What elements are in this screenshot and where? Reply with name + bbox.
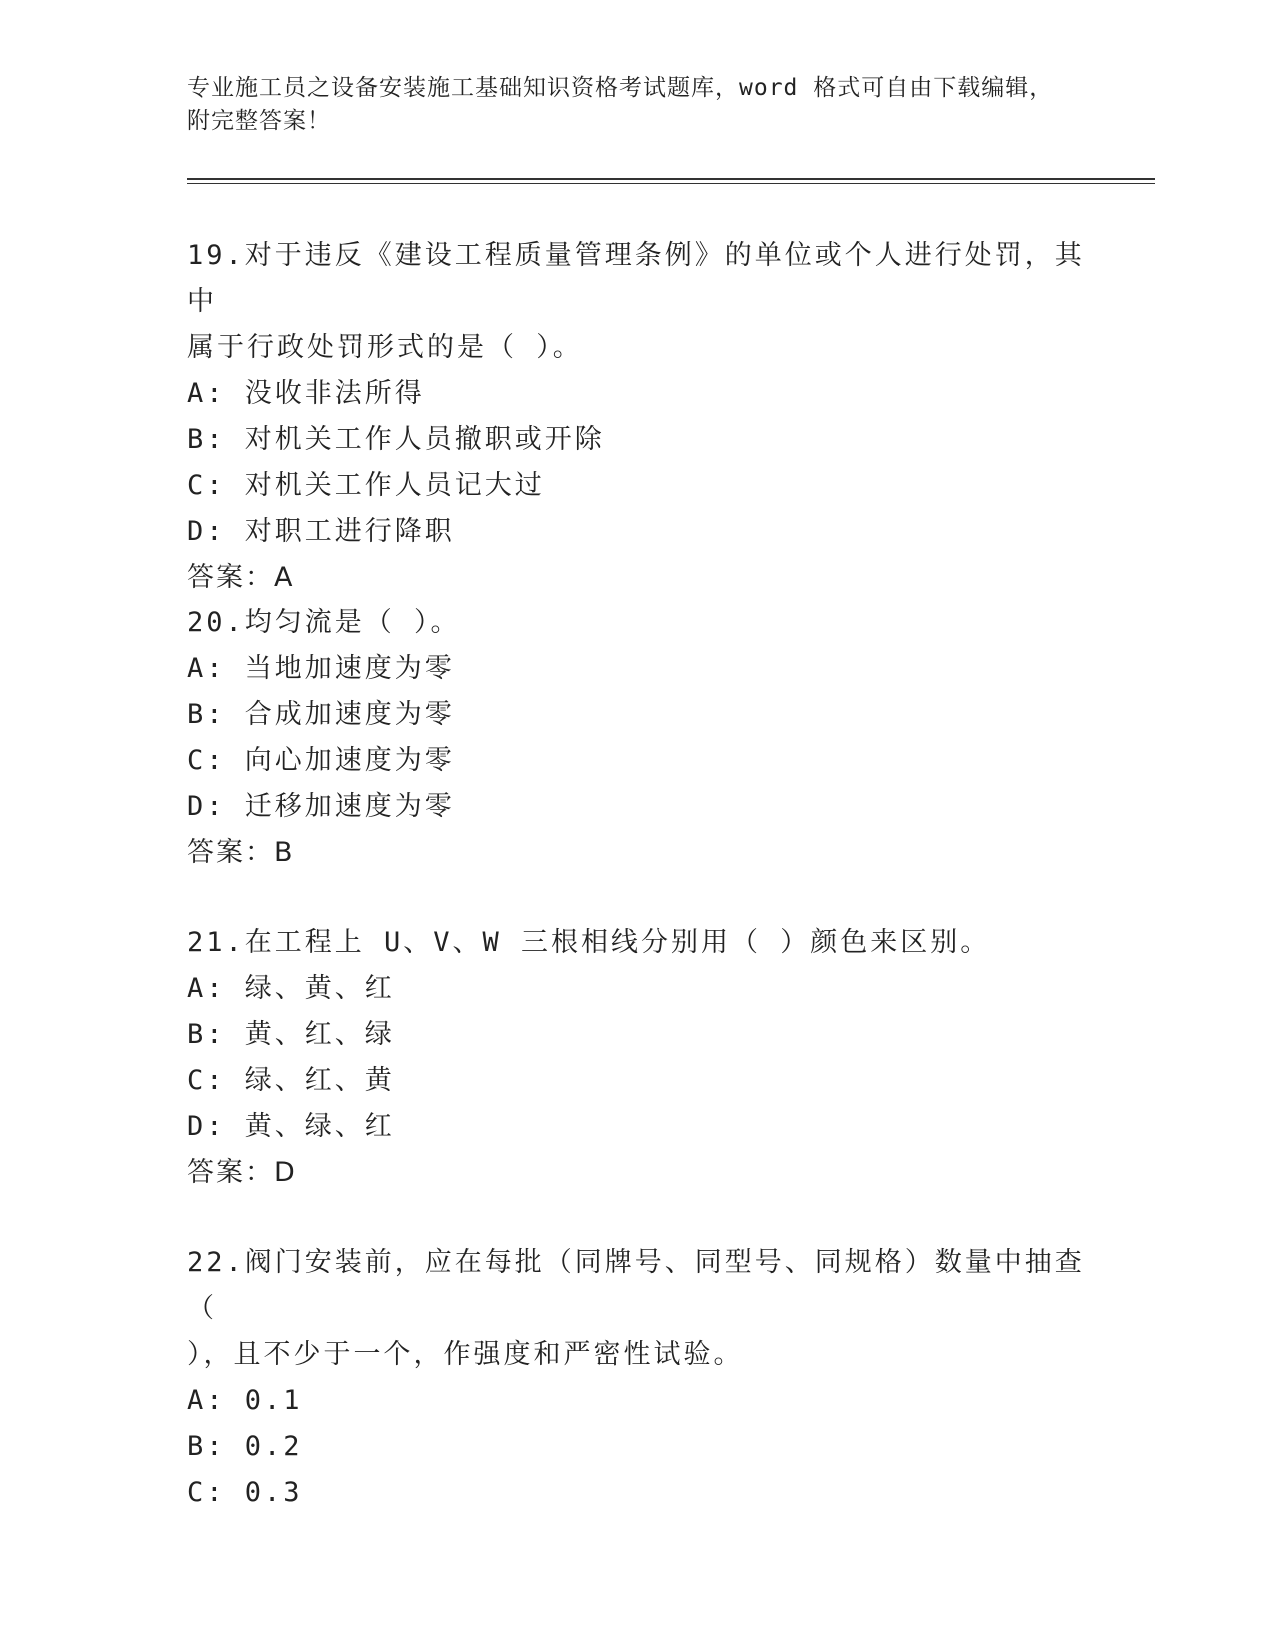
option-d: D: 对职工进行降职 [187, 516, 455, 547]
option-b: B: 黄、红、绿 [187, 1019, 395, 1050]
header-divider-thin [187, 183, 1155, 184]
question-stem: 20.均匀流是（ ）。 [187, 607, 461, 638]
option-c: C: 绿、红、黄 [187, 1065, 395, 1096]
option-c: C: 对机关工作人员记大过 [187, 470, 545, 501]
question-19 [187, 233, 1087, 601]
option-d: D: 黄、绿、红 [187, 1111, 395, 1142]
option-b: B: 合成加速度为零 [187, 699, 455, 730]
question-stem-cont: 属于行政处罚形式的是（ ）。 [187, 332, 583, 363]
question-stem-cont: ），且不少于一个，作强度和严密性试验。 [187, 1339, 744, 1370]
question-21 [187, 920, 1087, 1196]
question-stem: 19.对于违反《建设工程质量管理条例》的单位或个人进行处罚，其中 [187, 240, 1085, 317]
answer: 答案：B [187, 837, 295, 868]
question-20 [187, 600, 1087, 876]
option-d: D: 迁移加速度为零 [187, 791, 455, 822]
document-header [187, 72, 1087, 138]
question-stem: 22.阀门安装前，应在每批（同牌号、同型号、同规格）数量中抽查（ [187, 1247, 1085, 1324]
option-c: C: 0.3 [187, 1477, 303, 1508]
question-22 [187, 1240, 1087, 1516]
option-a: A: 没收非法所得 [187, 378, 425, 409]
option-b: B: 对机关工作人员撤职或开除 [187, 424, 605, 455]
header-line-2: 附完整答案！ [187, 108, 331, 134]
option-a: A: 当地加速度为零 [187, 653, 455, 684]
header-line-1: 专业施工员之设备安装施工基础知识资格考试题库，word 格式可自由下载编辑， [187, 75, 1054, 101]
option-a: A: 0.1 [187, 1385, 303, 1416]
option-c: C: 向心加速度为零 [187, 745, 455, 776]
option-a: A: 绿、黄、红 [187, 973, 395, 1004]
option-b: B: 0.2 [187, 1431, 303, 1462]
answer: 答案：A [187, 562, 295, 593]
question-stem: 21.在工程上 U、V、W 三根相线分别用（ ）颜色来区别。 [187, 927, 991, 958]
answer: 答案：D [187, 1157, 297, 1188]
header-divider [187, 178, 1155, 180]
